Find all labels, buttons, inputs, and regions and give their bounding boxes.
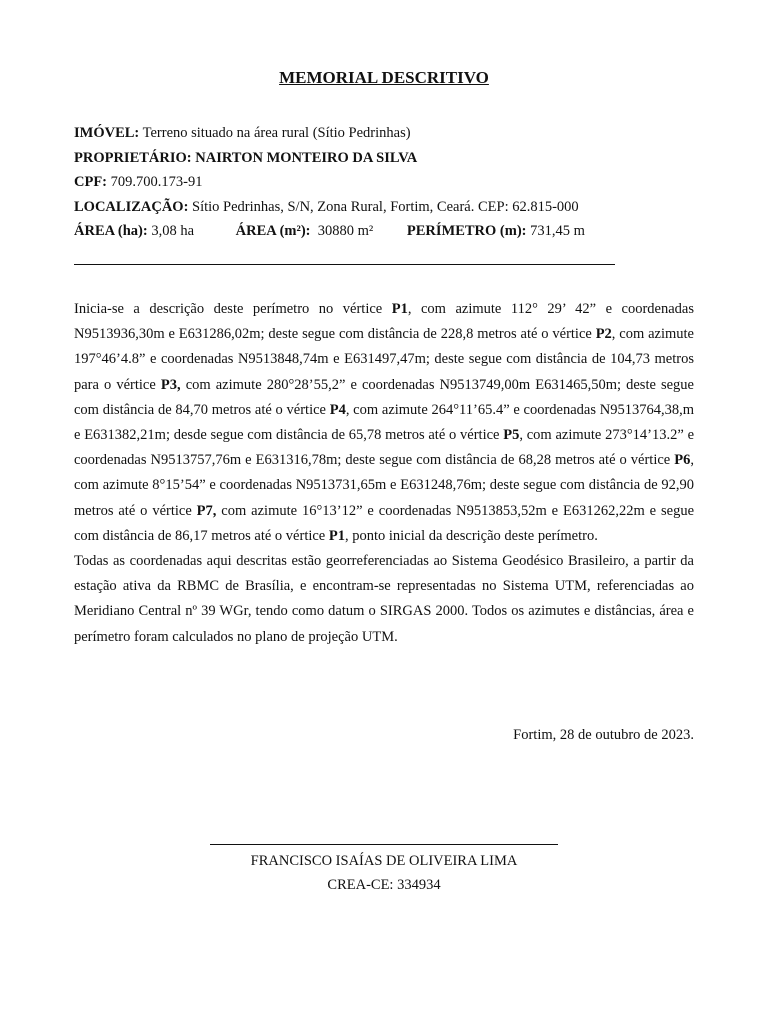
area-ha-value: 3,08 ha	[151, 223, 195, 239]
text-segment: com azimute 16°13’12” e coordenadas N9513853,52m e E631262,22m e segue com distância de 86,17 metros até o vértice	[74, 502, 695, 544]
perimetro-value: 731,45 m	[530, 223, 585, 239]
vertex-p7: P7,	[196, 502, 217, 519]
imovel-label: IMÓVEL:	[74, 125, 140, 141]
localizacao-label: LOCALIZAÇÃO:	[74, 198, 189, 215]
proprietario-value: NAIRTON MONTEIRO DA SILVA	[195, 149, 418, 166]
description-body	[74, 297, 694, 650]
text-segment: , com azimute 112° 29’ 42” e coordenadas N9513936,30m e E631286,02m; deste segue com distância de 228,8 metros até o vértice	[74, 301, 694, 343]
area-m2-value: 30880 m²	[317, 223, 374, 239]
localizacao-value: Sítio Pedrinhas, S/N, Zona Rural, Fortim, Ceará. CEP: 62.815-000	[192, 198, 579, 215]
vertex-p2: P2	[595, 326, 612, 343]
document-date: Fortim, 28 de outubro de 2023.	[513, 727, 694, 743]
proprietario-label: PROPRIETÁRIO:	[74, 149, 192, 166]
text-segment: , com azimute 264°11’65.4” e coordenadas N9513764,38,m e E631382,21m; desde segue com distância de 65,78 metros até o vértice	[74, 401, 694, 444]
vertex-p1-end: P1	[328, 527, 345, 544]
vertex-p1: P1	[391, 301, 408, 317]
signature-line	[210, 844, 558, 845]
text-segment: , ponto inicial da descrição deste perímetro.	[344, 527, 598, 544]
separator-line	[74, 264, 615, 265]
text-segment: Inicia-se a descrição deste perímetro no vértice	[74, 301, 392, 317]
text-segment: com azimute 280°28’55,2” e coordenadas N9513749,00m E631465,50m; deste segue com distância de 84,70 metros até o vértice	[74, 376, 694, 418]
imovel-value: Terreno situado na área rural (Sítio Pedrinhas)	[142, 125, 411, 141]
text-segment: , com azimute 273°14’13.2” e coordenadas N9513757,76m e E631316,78m; deste segue com distância de 68,28 metros até o vértice	[74, 427, 695, 469]
georeference-paragraph: Todas as coordenadas aqui descritas estão georreferenciadas ao Sistema Geodésico Brasileiro, a partir da estação ativa da RBMC de Brasília, e encontram-se representadas no Sistema UTM, referenciadas ao Meridiano Central nº 39 WGr, tendo como datum o SIRGAS 2000. Todos os azimutes e distâncias, área e perímetro foram calculados no plano de projeção UTM.	[74, 553, 694, 645]
vertex-p4: P4	[329, 401, 346, 418]
area-row	[74, 219, 634, 244]
cpf-value: 709.700.173-91	[110, 174, 203, 190]
vertex-p3: P3,	[160, 376, 181, 393]
perimetro-label: PERÍMETRO (m):	[406, 223, 527, 239]
text-segment: , com azimute 8°15’54” e coordenadas N9513731,65m e E631248,76m; deste segue com distância de 92,90 metros até o vértice	[74, 452, 694, 519]
signatory-crea: CREA-CE: 334934	[327, 877, 441, 893]
area-m2-label: ÁREA (m²):	[235, 223, 311, 239]
area-ha-label: ÁREA (ha):	[74, 223, 148, 239]
vertex-p5: P5	[503, 427, 520, 444]
proprietario-row	[74, 146, 634, 171]
localizacao-row	[74, 195, 634, 220]
imovel-row	[74, 121, 634, 146]
cpf-label: CPF:	[74, 174, 108, 190]
vertex-p6: P6	[674, 452, 691, 469]
cpf-row	[74, 170, 634, 195]
property-info	[74, 121, 634, 244]
document-title: MEMORIAL DESCRITIVO	[279, 68, 489, 87]
signatory-name: FRANCISCO ISAÍAS DE OLIVEIRA LIMA	[250, 853, 518, 869]
perimeter-description	[74, 297, 694, 549]
text-segment: , com azimute 197°46’4.8” e coordenadas N9513848,74m e E631497,47m; deste segue com distância de 104,73 metros para o vértice	[74, 326, 694, 393]
